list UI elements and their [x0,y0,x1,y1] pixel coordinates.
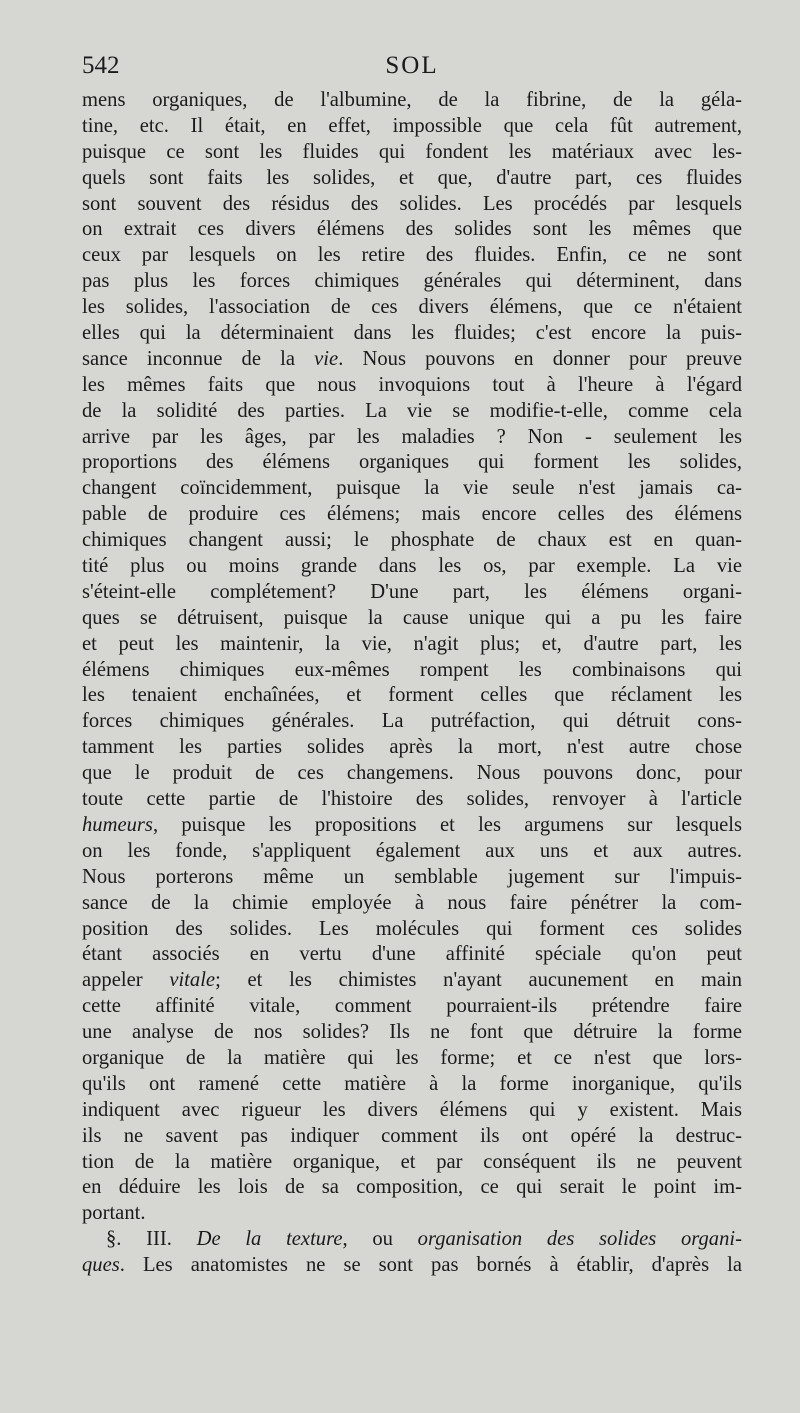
text-line [82,321,742,347]
text-segment: ils ne savent pas indiquer comment ils ont opéré la destruc- [82,1124,742,1147]
text-segment: et peut les maintenir, la vie, n'agit plus; et, d'autre part, les [82,632,742,655]
text-line [82,347,742,373]
text-segment: arrive par les âges, par les maladies ? Non - seulement les [82,425,742,448]
text-segment: ; et les chimistes n'ayant aucunement en main [215,969,742,992]
text-line [82,1098,742,1124]
text-segment: organique de la matière qui les forme; et ce n'est que lors- [82,1046,742,1069]
text-segment: sont souvent des résidus des solides. Les procédés par lesquels [82,192,742,215]
text-segment: on les fonde, s'appliquent également aux uns et aux autres. [82,839,742,862]
text-line [82,269,742,295]
text-line [82,709,742,735]
italic-text: De la texture [196,1228,343,1251]
text-line [82,295,742,321]
text-line [82,1227,742,1253]
page-number: 542 [82,52,120,79]
text-segment: tité plus ou moins grande dans les os, par exemple. La vie [82,555,742,578]
text-line [82,658,742,684]
text-line [82,450,742,476]
page-header [82,52,742,92]
text-line [82,88,742,114]
text-line [82,839,742,865]
text-segment: chimiques changent aussi; le phosphate de chaux est en quan- [82,529,742,552]
text-line [82,399,742,425]
text-line [82,1175,742,1201]
text-segment: pas plus les forces chimiques générales qui déterminent, dans [82,270,742,293]
text-line [82,606,742,632]
text-line [82,528,742,554]
text-segment: de la solidité des parties. La vie se modifie-t-elle, comme cela [82,399,742,422]
text-segment: puisque ce sont les fluides qui fondent les matériaux avec les- [82,140,742,163]
text-segment: indiquent avec rigueur les divers élémens qui y existent. Mais [82,1098,742,1121]
text-segment: les tenaient enchaînées, et forment celles que réclament les [82,684,742,707]
text-segment: mens organiques, de l'albumine, de la fibrine, de la géla- [82,89,742,111]
text-line [82,140,742,166]
text-segment: élémens chimiques eux-mêmes rompent les combinaisons qui [82,658,742,681]
text-line [82,554,742,580]
text-line [82,917,742,943]
text-segment: , puisque les propositions et les argumens sur lesquels [152,813,742,836]
italic-text: ques [82,1254,120,1277]
text-line [82,243,742,269]
text-segment: Nous porterons même un semblable jugement sur l'impuis- [82,865,742,888]
text-line [82,1072,742,1098]
text-segment: en déduire les lois de sa composition, ce qui serait le point im- [82,1176,742,1199]
text-line [82,735,742,761]
italic-text: humeurs [82,813,153,836]
text-segment: les solides, l'association de ces divers élémens, que ce n'étaient [82,296,742,319]
text-segment: toute cette partie de l'histoire des solides, renvoyer à l'article [82,788,742,811]
text-line [82,1201,742,1227]
text-segment: sance de la chimie employée à nous faire pénétrer la com- [82,891,742,914]
text-line [82,632,742,658]
text-segment: appeler [82,969,170,992]
text-line [82,373,742,399]
text-line [82,1150,742,1176]
text-line [82,761,742,787]
italic-text: vie [314,347,339,370]
text-segment: tamment les parties solides après la mort, n'est autre chose [82,736,742,759]
text-segment: s'éteint-elle complétement? D'une part, les élémens organi- [82,580,742,603]
text-line [82,580,742,606]
text-segment: position des solides. Les molécules qui forment ces solides [82,917,742,940]
running-title: SOL [385,52,439,79]
text-line [82,1020,742,1046]
text-segment: quels sont faits les solides, et que, d'autre part, ces fluides [82,166,742,189]
text-segment: les mêmes faits que nous invoquions tout à l'heure à l'égard [82,373,742,396]
text-segment: , ou [342,1228,418,1251]
text-segment: cette affinité vitale, comment pourraient-ils prétendre faire [82,995,742,1018]
text-segment: tion de la matière organique, et par conséquent ils ne peuvent [82,1150,742,1173]
text-line [82,1124,742,1150]
text-line [82,476,742,502]
text-line [82,166,742,192]
text-line [82,425,742,451]
text-segment: ceux par lesquels on les retire des fluides. Enfin, ce ne sont [82,244,742,267]
text-segment: que le produit de ces changemens. Nous pouvons donc, pour [82,762,742,785]
text-segment: étant associés en vertu d'une affinité spéciale qu'on peut [82,943,742,966]
body-text [82,88,742,1279]
text-line [82,968,742,994]
text-line [82,683,742,709]
text-segment: proportions des élémens organiques qui forment les solides, [82,451,742,474]
text-line [82,217,742,243]
text-segment: . Les anatomistes ne se sont pas bornés à établir, d'après la [119,1254,742,1277]
text-line [82,942,742,968]
text-segment: elles qui la déterminaient dans les fluides; c'est encore la puis- [82,322,742,345]
text-line [82,192,742,218]
text-line [82,813,742,839]
italic-text: vitale [169,969,216,992]
text-segment: portant. [82,1202,146,1225]
text-segment: tine, etc. Il était, en effet, impossible que cela fût autrement, [82,114,742,137]
text-line [82,1253,742,1279]
text-line [82,891,742,917]
italic-text: organisation des solides organi- [417,1228,742,1251]
text-segment: pable de produire ces élémens; mais encore celles des élémens [82,503,742,526]
text-segment: qu'ils ont ramené cette matière à la forme inorganique, qu'ils [82,1072,742,1095]
text-line [82,114,742,140]
text-segment: forces chimiques générales. La putréfaction, qui détruit cons- [82,710,742,733]
text-segment: changent coïncidemment, puisque la vie seule n'est jamais ca- [82,477,742,500]
text-segment: on extrait ces divers élémens des solides sont les mêmes que [82,218,742,241]
text-line [82,502,742,528]
text-line [82,994,742,1020]
text-segment: une analyse de nos solides? Ils ne font que détruire la forme [82,1021,742,1044]
text-segment: sance inconnue de la [82,347,315,370]
text-segment: ques se détruisent, puisque la cause unique qui a pu les faire [82,606,742,629]
text-segment: . Nous pouvons en donner pour preuve [338,347,742,370]
text-line [82,787,742,813]
text-line [82,1046,742,1072]
text-segment: §. III. [106,1228,197,1251]
text-line [82,865,742,891]
